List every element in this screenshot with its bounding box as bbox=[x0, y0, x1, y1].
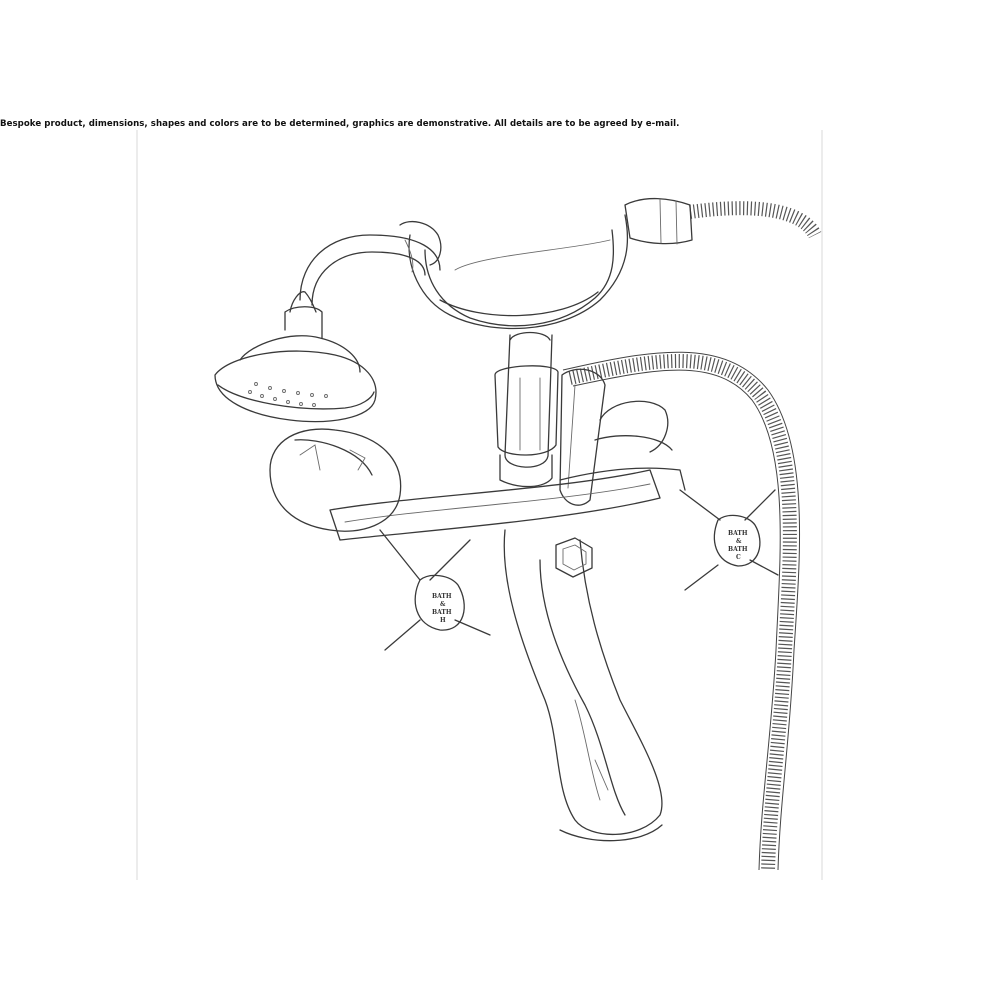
handset-cradle bbox=[300, 199, 692, 329]
svg-text:BATH: BATH bbox=[728, 546, 748, 553]
svg-text:BATH: BATH bbox=[432, 609, 452, 616]
disclaimer-text: Bespoke product, dimensions, shapes and colors are to be determined, graphics are demonstrative. All details are to be agreed by e-mail. bbox=[0, 119, 680, 129]
left-wall-elbow bbox=[270, 429, 401, 531]
hot-cross-handle bbox=[380, 530, 490, 650]
svg-text:C: C bbox=[736, 554, 741, 561]
cold-cross-handle bbox=[680, 490, 778, 590]
shower-hose bbox=[563, 208, 815, 870]
svg-text:&: & bbox=[736, 538, 742, 545]
diverter-riser bbox=[495, 333, 605, 506]
svg-text:BATH: BATH bbox=[728, 530, 748, 537]
shower-head bbox=[215, 292, 376, 422]
svg-text:&: & bbox=[440, 601, 446, 608]
bath-spout bbox=[504, 530, 662, 841]
svg-text:H: H bbox=[440, 617, 446, 624]
svg-text:BATH: BATH bbox=[432, 593, 452, 600]
hex-nut bbox=[556, 538, 592, 577]
mixer-body bbox=[330, 401, 685, 540]
